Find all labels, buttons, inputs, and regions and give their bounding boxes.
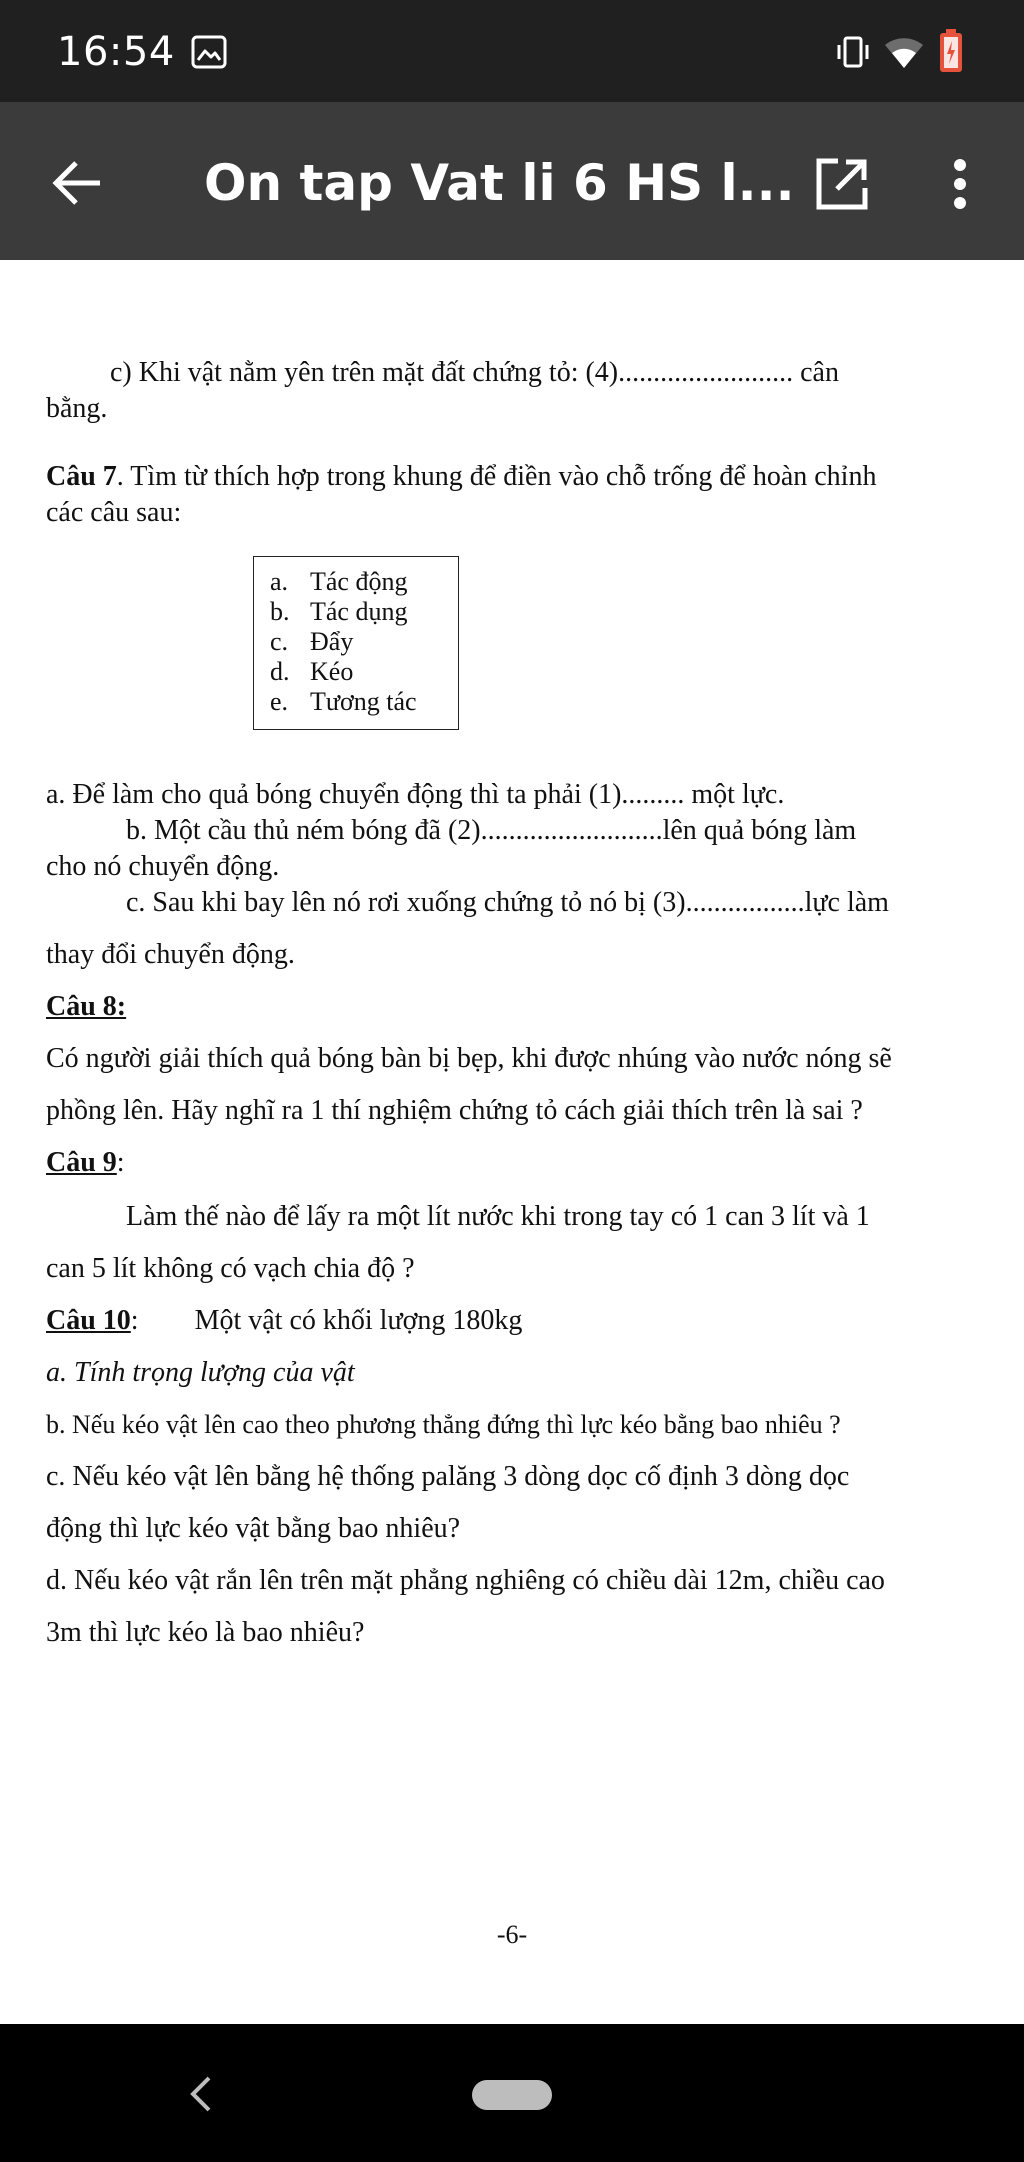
open-external-icon — [814, 156, 870, 212]
option-item: c. Đẩy — [270, 627, 354, 656]
question-10-text: Một vật có khối lượng 180kg — [194, 1305, 523, 1336]
gallery-icon — [190, 34, 228, 70]
text-line: b. Một cầu thủ ném bóng đã (2)..........................lên quả bóng làm — [126, 815, 857, 846]
question-7-text: . Tìm từ thích hợp trong khung để điền vào chỗ trống để hoàn chỉnh — [116, 461, 877, 492]
text-line: động thì lực kéo vật bằng bao nhiêu? — [46, 1513, 461, 1544]
battery-icon — [938, 28, 964, 74]
text-line: c) Khi vật nằm yên trên mặt đất chứng tỏ: (4)......................... cân — [110, 357, 839, 388]
more-vert-icon — [952, 158, 968, 210]
text-line: bằng. — [46, 393, 108, 424]
question-9-label: Câu 9 — [46, 1147, 117, 1178]
text-line: b. Nếu kéo vật lên cao theo phương thẳng đứng thì lực kéo bằng bao nhiêu ? — [46, 1410, 841, 1439]
text-line: Có người giải thích quả bóng bàn bị bẹp, khi được nhúng vào nước nóng sẽ — [46, 1043, 892, 1074]
question-10-label: Câu 10 — [46, 1305, 131, 1336]
text-line: can 5 lít không có vạch chia độ ? — [46, 1253, 415, 1284]
more-options-button[interactable] — [932, 148, 988, 220]
option-item: a. Tác động — [270, 567, 408, 596]
status-bar — [0, 0, 1024, 102]
vibrate-icon — [833, 32, 873, 72]
option-item: e. Tương tác — [270, 687, 417, 716]
text-line: các câu sau: — [46, 497, 182, 528]
question-10-heading: Câu 10: Một vật có khối lượng 180kg — [46, 1305, 523, 1336]
home-pill-button[interactable] — [472, 2080, 552, 2110]
status-time: 16:54 — [57, 29, 175, 75]
navigation-bar — [0, 2024, 1024, 2162]
options-box — [253, 556, 459, 730]
page-number: -6- — [496, 1920, 528, 1949]
back-arrow-icon — [50, 158, 106, 208]
wifi-icon — [882, 32, 926, 72]
app-bar — [0, 102, 1024, 260]
nav-back-button[interactable] — [176, 2066, 226, 2122]
text-line: c. Nếu kéo vật lên bằng hệ thống palăng 3 dòng dọc cố định 3 dòng dọc — [46, 1461, 850, 1492]
text-line: 3m thì lực kéo là bao nhiêu? — [46, 1617, 365, 1648]
question-7-heading — [46, 460, 876, 494]
text-line: Làm thế nào để lấy ra một lít nước khi trong tay có 1 can 3 lít và 1 — [126, 1201, 870, 1232]
text-line: cho nó chuyển động. — [46, 851, 280, 882]
text-line: thay đổi chuyển động. — [46, 939, 295, 970]
text-line: a. Để làm cho quả bóng chuyển động thì ta phải (1)......... một lực. — [46, 779, 785, 810]
question-9-heading: Câu 9: — [46, 1147, 125, 1178]
chevron-left-icon — [189, 2074, 213, 2114]
open-external-button[interactable] — [800, 148, 884, 220]
text-line: d. Nếu kéo vật rắn lên trên mặt phẳng nghiêng có chiều dài 12m, chiều cao — [46, 1565, 885, 1596]
question-8-label: Câu 8: — [46, 991, 127, 1022]
text-line: a. Tính trọng lượng của vật — [46, 1357, 355, 1388]
text-line: c. Sau khi bay lên nó rơi xuống chứng tỏ nó bị (3).................lực làm — [126, 887, 889, 918]
option-item: d. Kéo — [270, 657, 354, 686]
question-7-label: Câu 7 — [46, 461, 117, 492]
pdf-page[interactable] — [0, 260, 1024, 2024]
document-title: On tap Vat li 6 HS l... — [204, 154, 795, 212]
back-button[interactable] — [38, 148, 118, 218]
option-item: b. Tác dụng — [270, 597, 408, 626]
text-line: phồng lên. Hãy nghĩ ra 1 thí nghiệm chứng tỏ cách giải thích trên là sai ? — [46, 1095, 863, 1126]
